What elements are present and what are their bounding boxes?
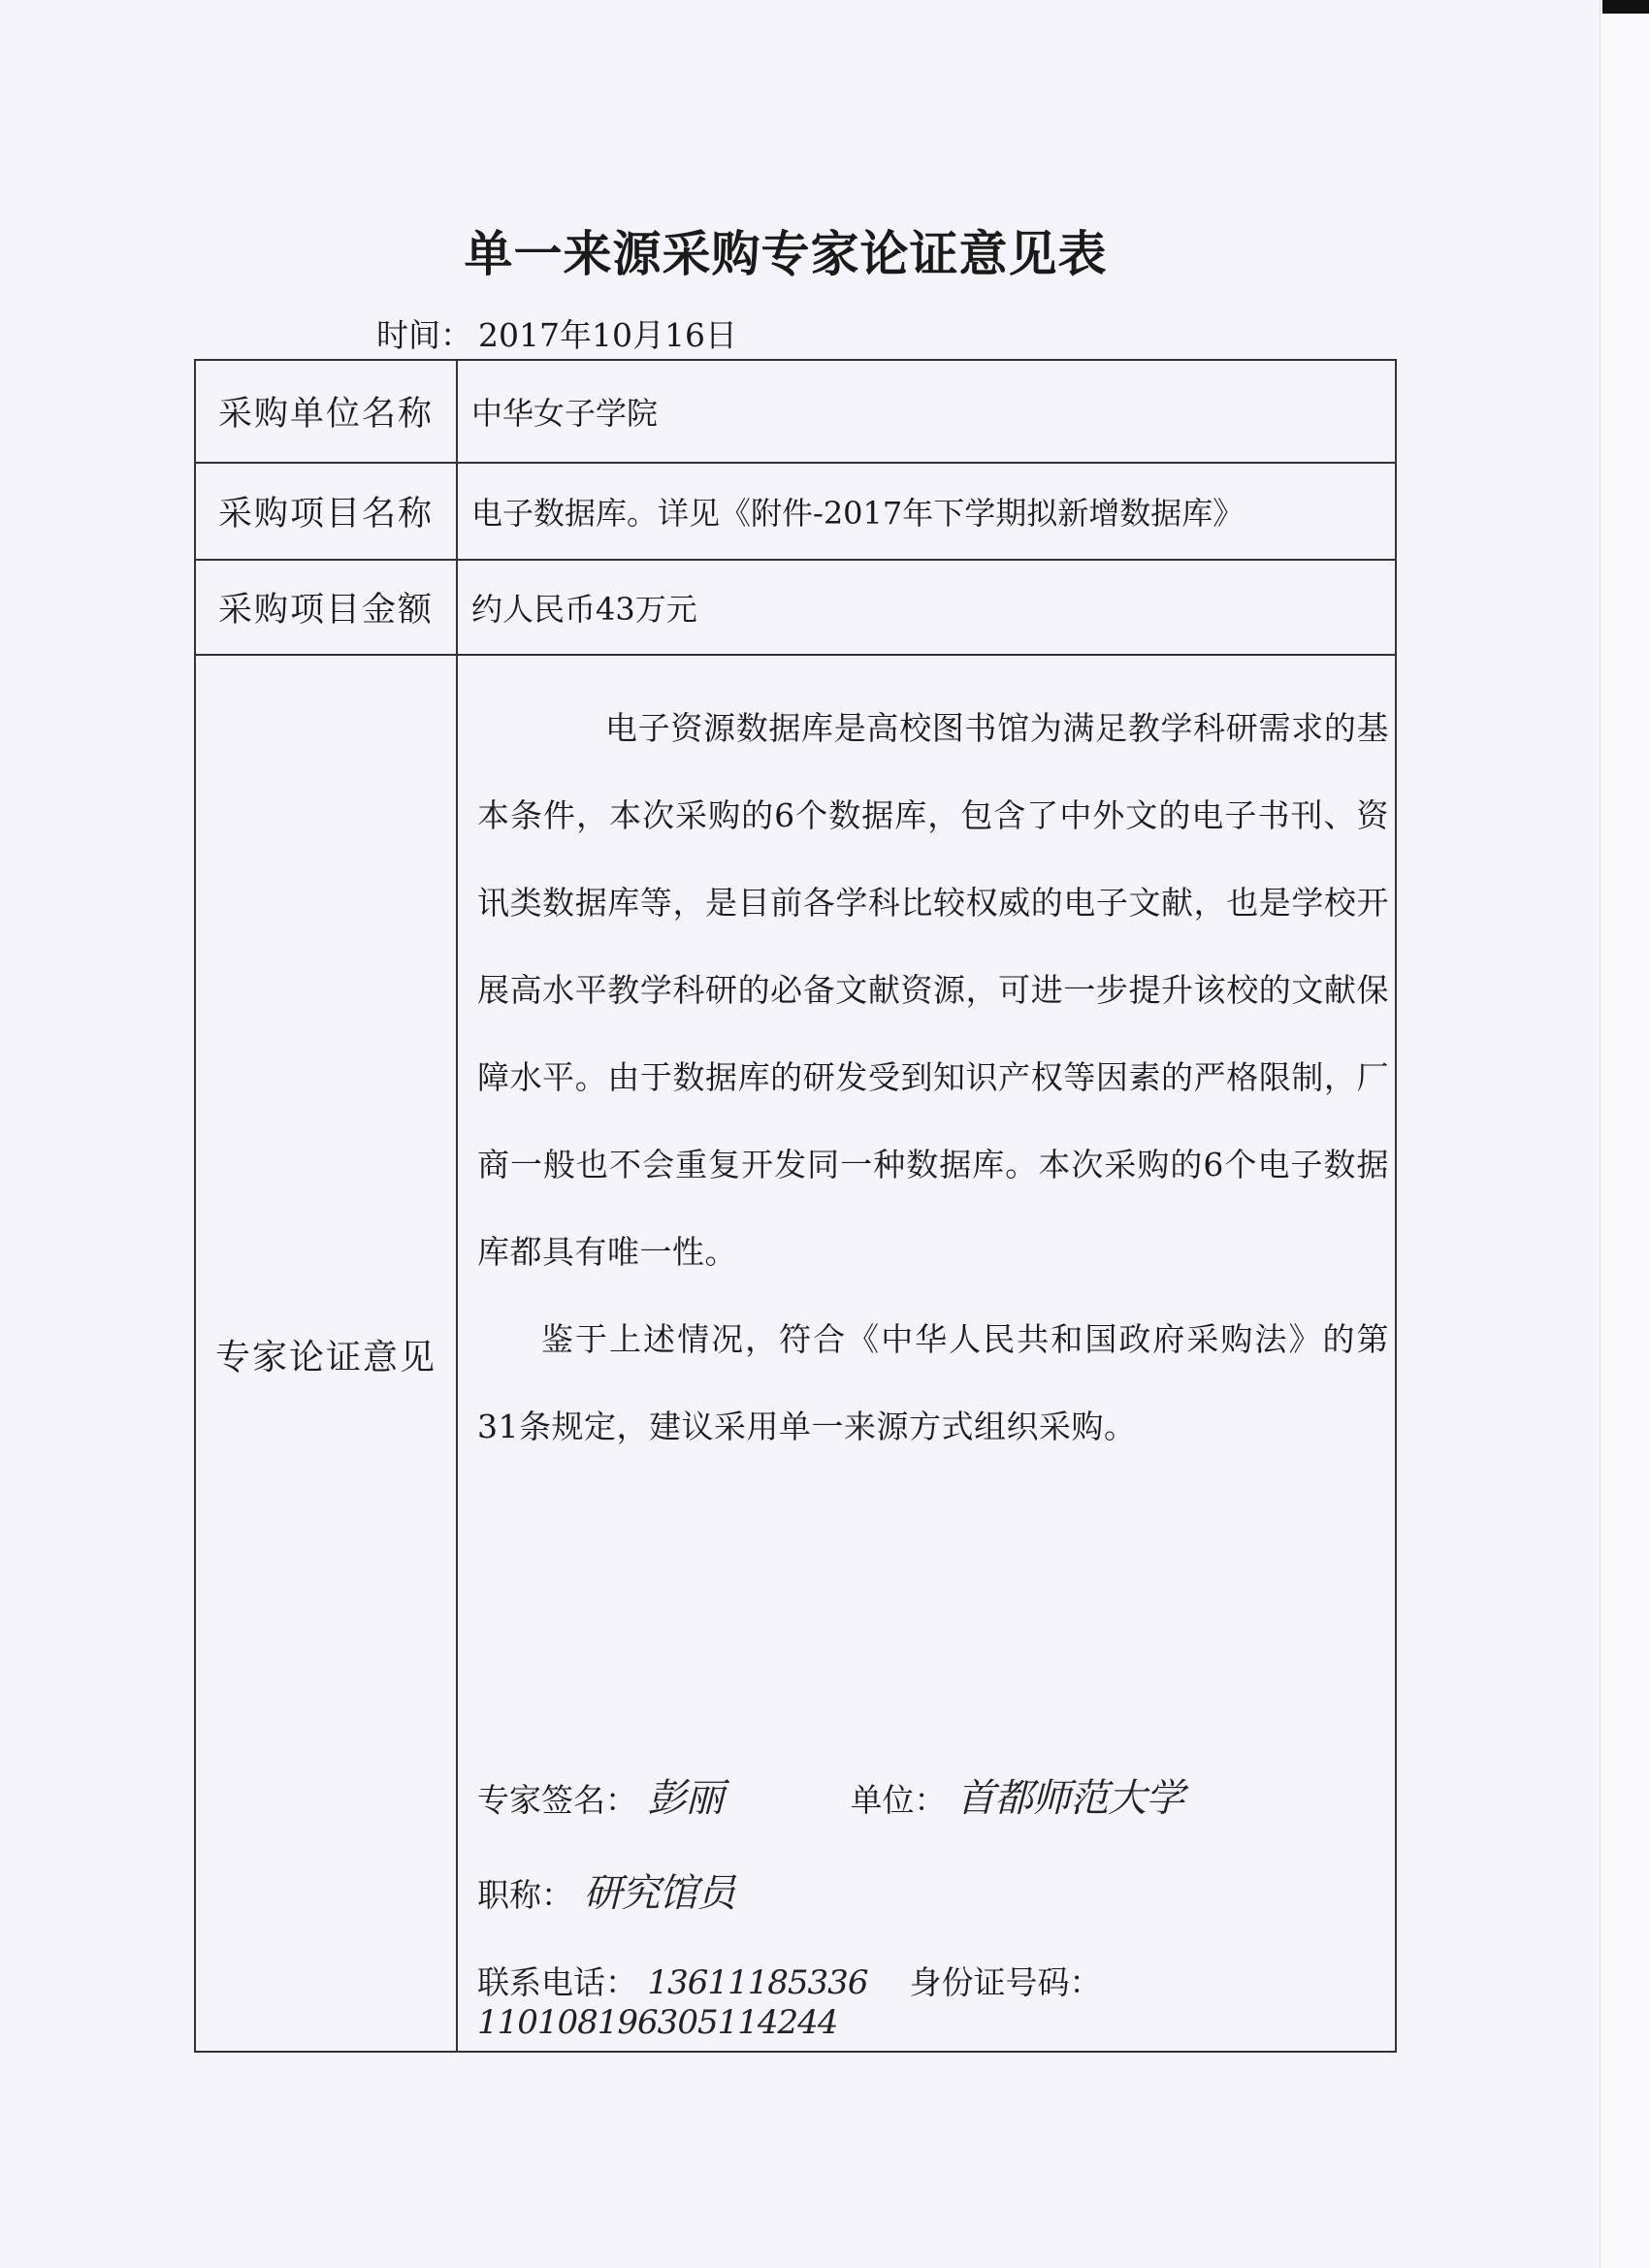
title-label: 职称： bbox=[477, 1876, 573, 1914]
expert-opinion-label: 专家论证意见 bbox=[196, 656, 458, 2053]
row-purchaser bbox=[196, 361, 1395, 464]
project-amount-value: 约人民币43万元 bbox=[471, 591, 697, 628]
scan-margin bbox=[1600, 0, 1649, 2268]
purchaser-value: 中华女子学院 bbox=[471, 395, 659, 432]
date-line bbox=[376, 310, 737, 356]
form-table bbox=[194, 359, 1397, 2053]
scan-corner-mark bbox=[1602, 0, 1649, 14]
document-title: 单一来源采购专家论证意见表 bbox=[464, 226, 1108, 282]
id-value: 110108196305114244 bbox=[477, 2003, 838, 2042]
expert-signature-label: 专家签名： bbox=[477, 1781, 637, 1819]
expert-unit-line bbox=[477, 1767, 1399, 1823]
row-project-name bbox=[196, 464, 1395, 561]
expert-signature: 彭丽 bbox=[647, 1776, 724, 1821]
contact-line bbox=[477, 1958, 1399, 2042]
phone-value: 13611185336 bbox=[647, 1963, 868, 2002]
unit-value: 首都师范大学 bbox=[956, 1776, 1183, 1821]
date-label: 时间： bbox=[376, 316, 472, 354]
project-name-label: 采购项目名称 bbox=[196, 464, 458, 559]
unit-label: 单位： bbox=[850, 1781, 947, 1819]
title-line bbox=[477, 1863, 1399, 1918]
project-amount-label: 采购项目金额 bbox=[196, 561, 458, 654]
title-value: 研究馆员 bbox=[583, 1871, 735, 1916]
expert-opinion-text bbox=[477, 685, 1389, 1471]
row-expert-opinion bbox=[196, 656, 1395, 2053]
opinion-paragraph-1: 电子资源数据库是高校图书馆为满足教学科研需求的基本条件，本次采购的6个数据库，包含了中外文的电子书刊、资讯类数据库等，是目前各学科比较权威的电子文献，也是学校开展高水平教学科研的必备文献资源，可进一步提升该校的文献保障水平。由于数据库的研发受到知识产权等因素的严格限制，厂商一般也不会重复开发同一种数据库。本次采购的6个电子数据库都具有唯一性。 bbox=[477, 709, 1389, 1271]
purchaser-label: 采购单位名称 bbox=[196, 361, 458, 462]
opinion-paragraph-2: 鉴于上述情况，符合《中华人民共和国政府采购法》的第31条规定，建议采用单一来源方式组织采购。 bbox=[477, 1320, 1389, 1445]
row-project-amount bbox=[196, 561, 1395, 656]
project-name-value: 电子数据库。详见《附件-2017年下学期拟新增数据库》 bbox=[471, 495, 1245, 532]
phone-label: 联系电话： bbox=[477, 1963, 637, 2001]
id-label: 身份证号码： bbox=[909, 1963, 1102, 2001]
date-value: 2017年10月16日 bbox=[478, 316, 737, 354]
